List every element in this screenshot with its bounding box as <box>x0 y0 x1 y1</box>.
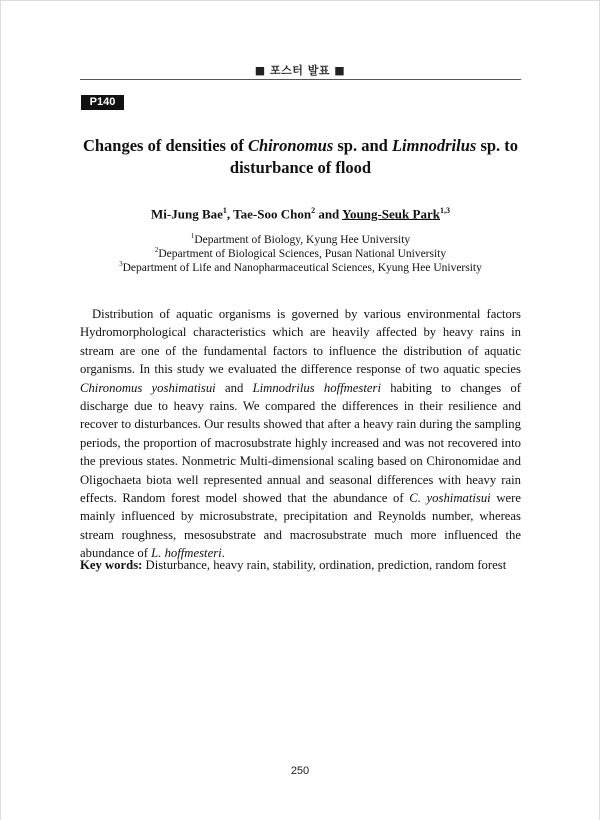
title-text: Changes of densities of <box>82 136 248 155</box>
keywords-text: Disturbance, heavy rain, stability, ordination, prediction, random forest <box>142 558 507 572</box>
corresponding-author-name: Young-Seuk Park <box>342 206 440 222</box>
abstract-paragraph <box>80 305 521 563</box>
abstract-text: habiting to changes of discharge due to heavy rains. We compared the differences in their resilience and recover to disturbances. Our results showed that after a heavy rain during the sampling periods, the proportion of macrosubstrate highly increased and was not recovered into the previous states. Nonmetric Multi-dimensional scaling based on Chironomidae and Oligochaeta biota well represented annual and seasonal differences with heavy rain effects. Random forest model showed that the abundance of <box>80 380 521 506</box>
affiliation-text: Department of Biological Sciences, Pusan National University <box>158 247 447 260</box>
author-list <box>80 206 521 222</box>
abstract-text: Distribution of aquatic organisms is governed by various environmental factors Hydromorphological characteristics which are heavily affected by heavy rains in stream are one of the fundamental factors to influence the distribution of aquatic organisms. In this study we evaluated the difference response of two aquatic species <box>80 307 521 377</box>
section-header: ■ 포스터 발표 ■ <box>254 64 346 77</box>
title-text: sp. to disturbance of flood <box>229 136 519 177</box>
author-separator: and <box>315 206 343 222</box>
affiliation-text: Department of Biology, Kyung Hee University <box>194 233 411 246</box>
page-top-border <box>0 0 600 1</box>
affiliation-mark: 3 <box>119 260 123 268</box>
poster-id-badge: P140 <box>81 95 124 110</box>
header-rule <box>80 79 521 80</box>
page-left-border <box>0 0 1 820</box>
affiliation-mark: 1 <box>190 232 195 240</box>
affiliation-text: Department of Life and Nanopharmaceutical Sciences, Kyung Hee University <box>122 261 482 274</box>
author-separator: , <box>226 206 234 222</box>
title-text: sp. and <box>333 136 392 155</box>
author-name: Mi-Jung Bae <box>151 206 223 222</box>
paper-title <box>80 135 521 179</box>
species-name: C. yoshimatisui <box>409 491 491 506</box>
affiliation-mark: 2 <box>154 246 159 254</box>
abstract-text: and <box>215 380 253 395</box>
page-number: 250 <box>290 765 310 777</box>
abstract-text: . <box>221 546 225 561</box>
title-genus-chironomus: Chironomus <box>247 136 334 155</box>
author-affiliation-mark: 1 <box>222 206 227 215</box>
author-affiliation-mark: 2 <box>311 206 316 215</box>
species-name: Limnodrilus hoffmesteri <box>252 380 381 395</box>
species-name: L. hoffmesteri <box>151 546 222 561</box>
author-name: Tae-Soo Chon <box>233 206 312 222</box>
species-name: Chironomus yoshimatisui <box>80 380 216 395</box>
keywords-label: Key words: <box>80 558 143 572</box>
affiliation-line <box>80 257 521 275</box>
keywords-line <box>80 556 525 574</box>
title-genus-limnodrilus: Limnodrilus <box>391 136 477 155</box>
author-affiliation-mark: 1,3 <box>439 206 450 215</box>
abstract-text: were mainly influenced by microsubstrate, precipitation and Reynolds number, whereas stream roughness, mesosubstrate and macrosubstrate much more influenced the abundance of <box>80 491 521 561</box>
